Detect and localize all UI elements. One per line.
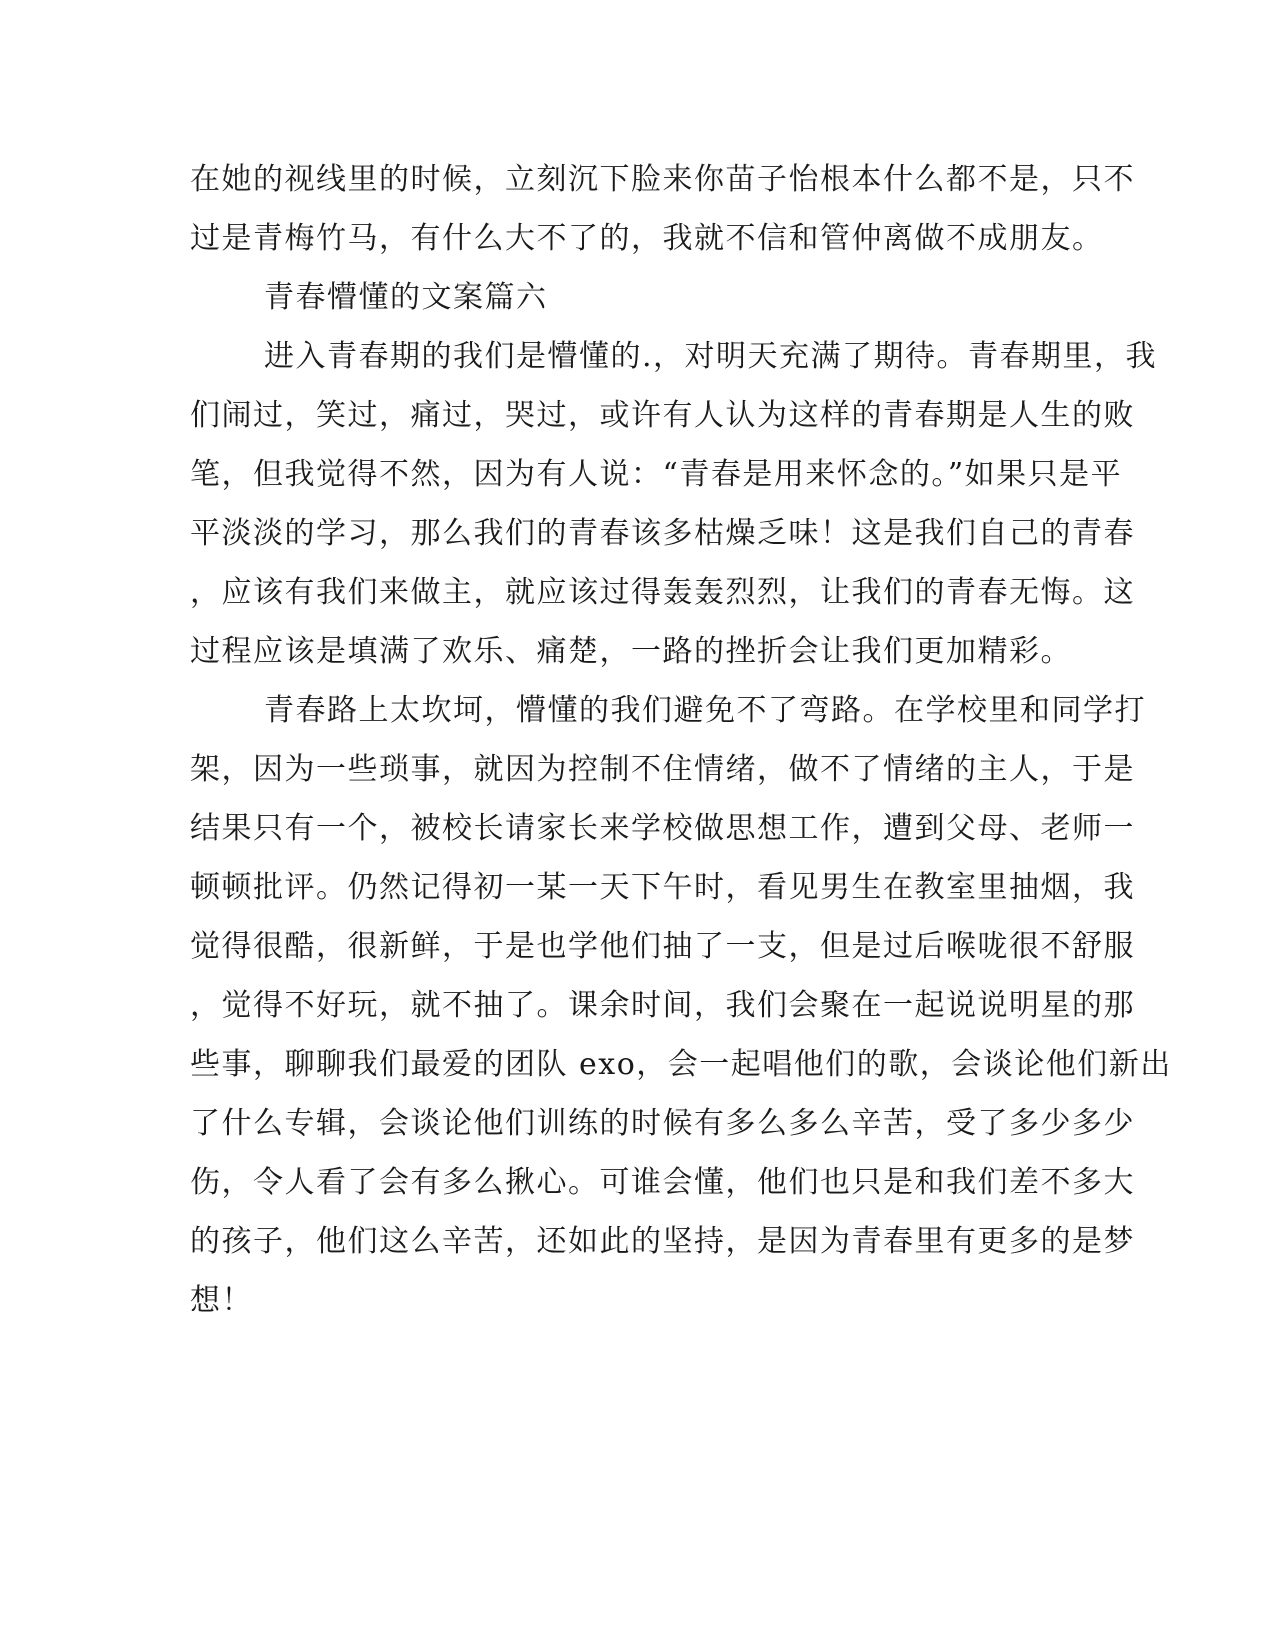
text-line: 结果只有一个，被校长请家长来学校做思想工作，遭到父母、老师一 [190, 811, 1135, 846]
text-line: 了什么专辑，会谈论他们训练的时候有多么多么辛苦，受了多少多少 [190, 1106, 1135, 1141]
text-line: 笔，但我觉得不然，因为有人说：“青春是用来怀念的。”如果只是平 [190, 457, 1123, 492]
text-line: 架，因为一些琐事，就因为控制不住情绪，做不了情绪的主人，于是 [190, 752, 1135, 787]
section-heading: 青春懵懂的文案篇六 [264, 280, 548, 315]
text-line: 觉得很酷，很新鲜，于是也学他们抽了一支，但是过后喉咙很不舒服 [190, 929, 1135, 964]
text-line: 们闹过，笑过，痛过，哭过，或许有人认为这样的青春期是人生的败 [190, 398, 1135, 433]
text-line: 平淡淡的学习，那么我们的青春该多枯燥乏味！这是我们自己的青春 [190, 516, 1135, 551]
text-line: ，觉得不好玩，就不抽了。课余时间，我们会聚在一起说说明星的那 [190, 988, 1135, 1023]
text-line: 想！ [190, 1283, 253, 1318]
text-line: 过程应该是填满了欢乐、痛楚，一路的挫折会让我们更加精彩。 [190, 634, 1072, 669]
paragraph-start-line: 进入青春期的我们是懵懂的.，对明天充满了期待。青春期里，我 [264, 339, 1158, 374]
paragraph-start-line: 青春路上太坎坷，懵懂的我们避免不了弯路。在学校里和同学打 [264, 693, 1146, 728]
text-line: 在她的视线里的时候，立刻沉下脸来你苗子怡根本什么都不是，只不 [190, 162, 1135, 197]
text-line: 顿顿批评。仍然记得初一某一天下午时，看见男生在教室里抽烟，我 [190, 870, 1135, 905]
text-line: 的孩子，他们这么辛苦，还如此的坚持，是因为青春里有更多的是梦 [190, 1224, 1135, 1259]
text-line: ，应该有我们来做主，就应该过得轰轰烈烈，让我们的青春无悔。这 [190, 575, 1135, 610]
text-line: 伤，令人看了会有多么揪心。可谁会懂，他们也只是和我们差不多大 [190, 1165, 1135, 1200]
text-line: 些事，聊聊我们最爱的团队 exo，会一起唱他们的歌，会谈论他们新出 [190, 1047, 1172, 1082]
text-line: 过是青梅竹马，有什么大不了的，我就不信和管仲离做不成朋友。 [190, 221, 1104, 256]
